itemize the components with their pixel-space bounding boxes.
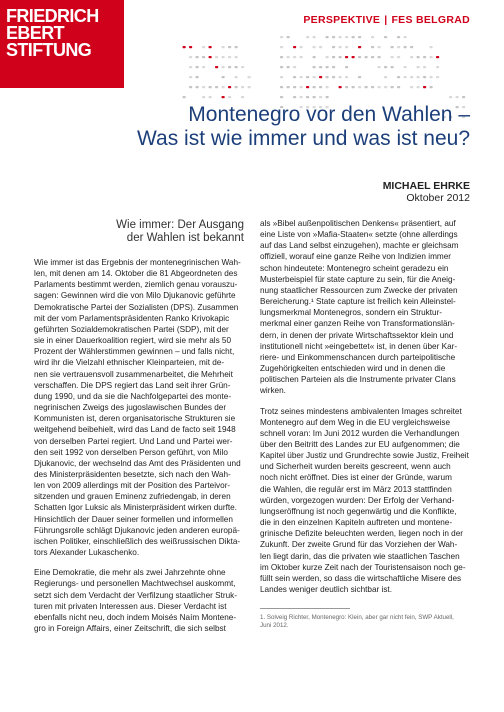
map-dot [436,66,439,68]
text-line: Wie immer ist das Ergebnis der montenegrinischen Wah- [34,258,241,267]
logo-line: EBERT [6,23,65,43]
map-dot [410,86,413,88]
map-dot [209,86,212,88]
map-dot [222,96,225,98]
text-line: sie in einer Dauerkoalition regiert, wird sie mehr als 50 [34,336,232,346]
map-dot [235,46,238,48]
author-block [383,180,470,204]
map-dot [209,56,212,58]
map-dot [306,86,309,88]
text-line: Musterbeispiel für state capture zu sein, für die Aneig- [260,274,456,284]
map-dot [313,96,316,98]
text-line: Bereicherung.¹ State capture ist freilich kein Alleinstel- [260,297,456,307]
text-line: von derselben Partei regiert. Und Land und Partei wer- [34,436,233,446]
map-dot [300,56,303,58]
map-dot [196,76,199,78]
map-dot [235,86,238,88]
map-dot [332,46,335,48]
map-dot [222,46,225,48]
map-dot [417,56,420,58]
text-line: als »Bibel außenpolitischen Denkens« präsentiert, auf [260,219,456,228]
map-dot [345,76,348,78]
map-dot [423,66,426,68]
text-line: schnell voran: Im Juni 2012 wurden die Verhandlungen [260,428,460,438]
map-dot [332,76,335,78]
map-dot [306,96,309,98]
map-dot [202,86,205,88]
map-dot [196,56,199,58]
header-series [303,14,470,26]
map-dot [410,56,413,58]
text-line: Landes weniger deutlich sichtbar ist. [260,585,392,594]
map-dot [293,66,296,68]
map-dot [332,66,335,68]
map-dot [241,96,244,98]
map-dot [280,96,283,98]
map-dot [410,46,413,48]
text-line: 1. Solveig Richter, Montenegro: Klein, aber gar nicht fein, SWP Aktuell, [260,614,454,622]
map-dot [365,56,368,58]
map-dot [397,36,400,38]
map-dot [358,86,361,88]
right-column [260,218,470,630]
footnote-divider [260,608,350,609]
map-dot [196,66,199,68]
text-line: wird ihr die Vielzahl ethnischer Kleinparteien, mit de- [34,358,225,368]
map-dot [202,96,205,98]
map-dot [339,76,342,78]
logo-line: STIFTUNG [6,40,92,60]
map-dot [306,36,309,38]
map-dot [326,96,329,98]
map-dot [430,86,433,88]
map-dot [326,36,329,38]
logo-line: FRIEDRICH [6,6,99,26]
map-dot [313,86,316,88]
map-dot [300,86,303,88]
map-dot [293,46,296,48]
map-dot [287,66,290,68]
text-line: ebenfalls nicht neu, doch indem Moisés Naím Montene- [34,612,237,622]
map-dot [313,76,316,78]
map-dot [183,96,186,98]
map-dot [384,66,387,68]
text-line: Eine Demokratie, die mehr als zwei Jahrzehnte ohne [34,568,226,578]
map-dot [352,86,355,88]
text-line: offiziell, worauf eine ganze Reihe von Indizien immer [260,252,451,262]
map-dot [391,56,394,58]
paragraph [260,406,470,596]
text-line: politischen Parteien als die Instrumente privater Clans [260,375,456,385]
text-line: die Wahlen, die regulär erst im März 2013 stattfinden [260,484,452,494]
map-dot [319,86,322,88]
text-line: schon hindeutete: Montenegro scheint geradezu ein [260,263,449,273]
header-office: FES BELGRAD [391,14,470,26]
map-dot [339,56,342,58]
text-line: Parlaments bestimmt werden, ziemlich genau vorauszu- [34,280,238,290]
map-dot [293,96,296,98]
text-line: turen mit privaten Interessen aus. Dieser Verdacht ist [34,601,227,611]
map-dot [430,46,433,48]
map-dot [280,46,283,48]
section-heading-line: Wie immer: Der Ausgang [116,219,244,231]
text-line: ischen Politiker, einschließlich des weißrussischen Dikta- [34,536,241,546]
map-dot [397,46,400,48]
text-line: Kommunisten ist, deren organisatorische Strukturen sie [34,414,236,424]
map-dot [384,36,387,38]
map-dot [196,86,199,88]
map-dot [300,46,303,48]
map-dot [371,36,374,38]
map-dot [235,56,238,58]
map-dot [358,56,361,58]
map-dot [215,56,218,58]
text-line: den seit 1992 von derselben Person geführt, von Milo [34,447,228,457]
map-dot [228,56,231,58]
map-dot [202,46,205,48]
map-dot [313,66,316,68]
map-dot [189,66,192,68]
text-line: würden, vorgezogen wurden: Der Erfolg der Verhand- [260,495,455,505]
map-dot [222,66,225,68]
map-dot [209,96,212,98]
text-line: negrinischen Zweigs des jugoslawischen Bundes der [34,403,227,413]
map-dot [313,56,316,58]
text-line: Zugehörigkeiten entschieden wird und in denen die [260,364,446,374]
text-line: füllt sein werden, so dass die wirtschaftliche Misere des [260,573,462,583]
map-dot [371,56,374,58]
map-dot [319,66,322,68]
map-dot [215,66,218,68]
map-dot [449,96,452,98]
map-dot [417,76,420,78]
text-line: nung staatlicher Ressourcen zum Zwecke der privaten [260,285,458,295]
map-dot [410,76,413,78]
map-dot [456,96,459,98]
map-dot [358,76,361,78]
text-line: gro in Foreign Affairs, einer Zeitschrift, die sich selbst [34,624,226,633]
text-line: sitzenden und grauen Eminenz zufriedengab, in deren [34,492,231,502]
map-dot [462,96,465,98]
map-dot [404,46,407,48]
map-dot [423,86,426,88]
paragraph [34,257,244,558]
section-heading [34,219,244,244]
text-line: auf das Land selbst einzugehen), machte er gleichsam [260,241,459,251]
map-dot [345,66,348,68]
map-dot [404,36,407,38]
text-line: nen sie vertrauensvoll zusammenarbeitet, die Mehrheit [34,369,233,379]
map-dot [241,86,244,88]
text-line: wirken. [260,386,286,396]
map-dot [339,86,342,88]
map-dot [202,56,205,58]
map-dot [189,46,192,48]
map-dot [339,46,342,48]
map-dot [228,46,231,48]
text-line: geführten Sozialdemokratischen Partei (SDP), mit der [34,324,229,334]
text-line: dung 1990, und da sie die Nachfolgepartei des monte- [34,391,232,401]
text-line: weitgehend beibehielt, wird das Land de facto seit 1948 [34,425,236,435]
map-dot [436,76,439,78]
map-dot [352,36,355,38]
map-dot [378,46,381,48]
map-dot [280,56,283,58]
map-dot [248,76,251,78]
map-dot [300,76,303,78]
map-dot [391,66,394,68]
map-dot [326,76,329,78]
map-dot [280,36,283,38]
map-dot [326,86,329,88]
text-line: lungsmerkmal Montenegros, sondern ein Struktur- [260,308,443,318]
text-line: institutionell nicht »eingebettet« ist, in denen über Kar- [260,341,458,351]
map-dot [423,76,426,78]
text-line: verschaffen. Die DPS regiert das Land seit ihrer Grün- [34,380,231,390]
text-line: Djukanovic, der wechselnd das Amt des Präsidenten und [34,458,241,468]
map-dot [293,76,296,78]
text-line: Hinsichtlich der Dauer seiner formellen und informellen [34,514,233,524]
map-dot [319,76,322,78]
map-dot [313,46,316,48]
map-dot [417,66,420,68]
map-dot [365,86,368,88]
map-dot [248,86,251,88]
text-line: eine Liste von »Mafia-Staaten« setzte (ohne allerdings [260,230,458,240]
map-dot [391,46,394,48]
text-line: mit der vom Parlamentspräsidenten Ranko Krivokapic [34,313,230,323]
page-title [70,103,470,151]
map-dot [384,86,387,88]
map-dot [287,56,290,58]
text-line: Demokratische Partei der Sozialisten (DPS). Zusammen [34,302,239,312]
text-line: dern, in denen der private Wirtschaftssektor klein und [260,330,454,340]
map-dot [235,66,238,68]
text-line: Kapitel über Justiz und Grundrechte sowie Justiz, Freiheit [260,451,469,461]
map-dot [293,56,296,58]
map-dot [345,86,348,88]
map-dot [241,66,244,68]
map-dot [183,46,186,48]
map-dot [228,96,231,98]
map-dot [384,76,387,78]
map-dot [280,86,283,88]
map-dot [358,36,361,38]
map-dot [371,46,374,48]
footnote [260,614,470,630]
map-dot [417,86,420,88]
text-line: Regierungs- und personellen Machtwechsel auskommt, [34,579,236,589]
map-dot [371,86,374,88]
map-dot [293,86,296,88]
map-dot [202,66,205,68]
text-line: len, mit denen am 14. Oktober die 81 Abgeordneten des [34,269,238,279]
author-name: MICHAEL EHRKE [382,180,470,192]
map-dot [319,46,322,48]
map-dot [326,66,329,68]
text-line: die in den einzelnen Kapiteln auftreten und montene- [260,518,453,528]
map-dot [404,66,407,68]
paragraph [260,218,470,397]
map-dot [339,36,342,38]
map-dot [228,66,231,68]
map-dot [306,76,309,78]
map-dot [430,56,433,58]
map-dot [397,76,400,78]
text-line: Führungsrolle schlägt Djukanovic jeden anderen europä- [34,525,240,535]
text-line: noch nicht eröffnet. Dies ist einer der Gründe, warum [260,473,452,483]
text-line: Trotz seines mindestens ambivalenten Images schreitet [260,406,462,416]
header-section: PERSPEKTIVE [303,14,381,26]
publication-date: Oktober 2012 [406,192,470,204]
text-line: len von 2009 allerdings mit der Position des Parteivor- [34,481,231,491]
text-line: Zukunft. Der zweite Grund für das Vorziehen der Wah- [260,540,458,550]
text-line: des Ministerpräsidenten besetzte, sich nach den Wah- [34,469,231,479]
map-dot [397,86,400,88]
map-dot [423,56,426,58]
map-dot [189,56,192,58]
map-dot [358,46,361,48]
map-dot [430,76,433,78]
text-line: merkmal einer ganzen Reihe von Transformationslän- [260,319,455,329]
map-dot [287,86,290,88]
map-dot [222,56,225,58]
fes-logo [0,0,124,88]
text-line: riere- und Einkommenschancen durch parteipolitische [260,352,456,362]
map-dot [313,36,316,38]
text-line: Prozent der Wählerstimmen gewinnen – und falls nicht, [34,347,235,357]
map-dot [222,86,225,88]
map-dot [378,86,381,88]
map-dot [287,36,290,38]
map-dot [215,86,218,88]
map-dot [378,56,381,58]
map-dot [300,96,303,98]
header-separator: | [384,14,388,26]
map-dot [391,86,394,88]
map-dot [319,96,322,98]
map-dot [235,76,238,78]
map-dot [332,36,335,38]
text-line: tors Alexander Lukaschenko. [34,548,140,558]
map-dot [378,66,381,68]
text-line: len liegt darin, das die privaten wie staatlichen Taschen [260,551,460,561]
text-line: grinische Defizite beleuchten werden, liegen noch in der [260,529,463,539]
map-dot [352,56,355,58]
section-heading-line: der Wahlen ist bekannt [126,231,244,244]
text-line: über den Beitritt des Landes zur EU aufgenommen; die [260,439,460,449]
map-dot [436,56,439,58]
map-dot [397,56,400,58]
map-dot [209,46,212,48]
paragraph [34,567,244,634]
map-dot [228,86,231,88]
title-line: Was ist wie immer und was ist neu? [137,127,470,150]
map-dot [345,56,348,58]
map-dot [326,56,329,58]
title-line: Montenegro vor den Wahlen – [188,103,470,126]
map-dot [280,66,283,68]
text-line: lungseröffnung ist noch gegenwärtig und die Konflikte, [260,506,457,516]
left-column [34,219,244,643]
map-dot [345,46,348,48]
text-line: sagen: Gewinnen wird die von Milo Djukanovic geführte [34,291,236,301]
map-dot [404,76,407,78]
text-line: Juni 2012. [260,622,289,630]
map-dot [189,76,192,78]
text-line: Schatten Igor Luksic als Ministerpräsident wirken durfte. [34,503,237,513]
map-dot [345,36,348,38]
text-line: und Sicherheit wurden bereits gescreent, wenn auch [260,462,451,472]
map-dot [280,76,283,78]
text-line: Montenegro auf dem Weg in die EU vergleichsweise [260,417,451,427]
map-dot [332,56,335,58]
text-line: setzt sich dem Verdacht der Verfilzung staatlicher Struk- [34,590,237,600]
text-line: im Oktober kurze Zeit nach der Touristensaison noch ge- [260,562,466,572]
map-dot [222,76,225,78]
map-dot [189,86,192,88]
